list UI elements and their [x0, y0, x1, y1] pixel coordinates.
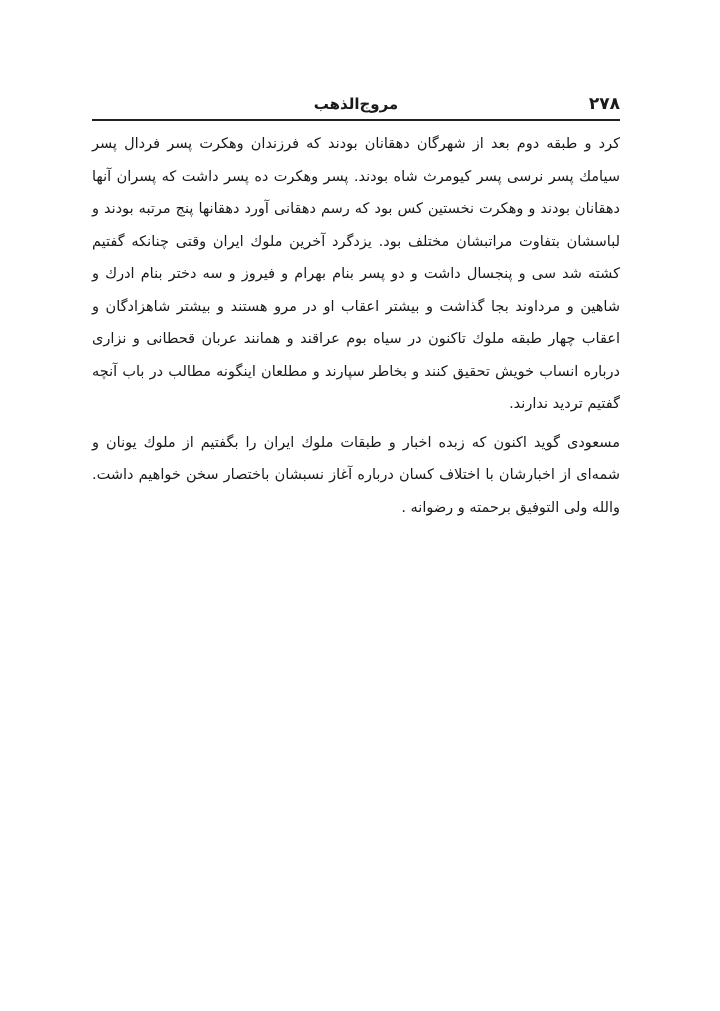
header-rule [92, 119, 620, 121]
page-number: ۲۷۸ [588, 94, 620, 114]
body-text [92, 128, 620, 524]
paragraph: کرد و طبقه دوم بعد از شهرگان دهقانان بودند که فرزندان وهکرت پسر فردال پسر سیامك پسر نرسی پسر کیومرث شاه بودند. پسر وهکرت ده پسر داشت که پسران آنها دهقانان بودند و وهکرت نخستین کس بود که رسم دهقانی آورد دهقانها پنج مرتبه بودند و لباسشان بتفاوت مراتبشان مختلف بود. یزدگرد آخرین ملوك ایران وقتی چنانکه گفتیم کشته شد سی و پنجسال داشت و دو پسر بنام بهرام و فیروز و سه دختر بنام ادرك و شاهین و مرداوند بجا گذاشت و بیشتر اعقاب او در مرو هستند و بیشتر شاهزادگان و اعقاب چهار طبقه ملوك تاکنون در سیاه بوم عراقند و همانند عربان قحطانی و نزاری درباره انساب خویش تحقیق کنند و بخاطر سپارند و مطلعان اینگونه مطالب در باب آنچه گفتیم تردید ندارند. [92, 136, 620, 412]
running-title: مروج‌الذهب [313, 95, 399, 113]
paragraph: مسعودی گوید اکنون که زبده اخبار و طبقات ملوك ایران را بگفتیم از ملوك یونان و شمه‌ای از اخبارشان با اختلاف کسان درباره آغاز نسبشان باختصار سخن خواهیم داشت. والله ولی التوفیق برحمته و رضوانه . [92, 434, 620, 516]
page-header [92, 92, 620, 118]
